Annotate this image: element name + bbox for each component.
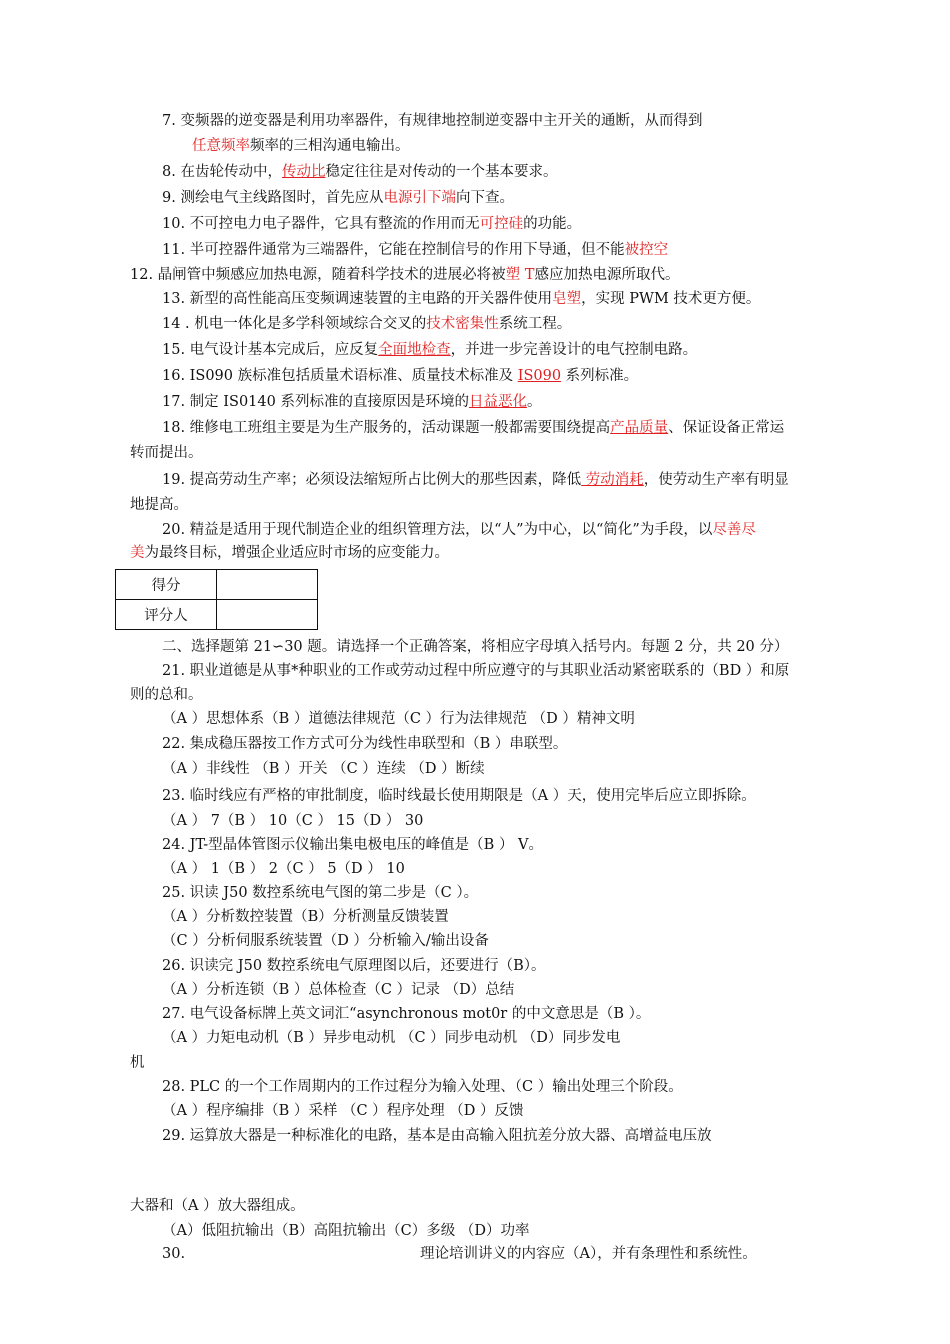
q20-answer-cont: 美 xyxy=(130,545,145,561)
q26-options: （A ）分析连锁（B ）总体检查（C ）记录 （D）总结 xyxy=(162,982,515,998)
q16-answer: IS090 xyxy=(517,368,562,384)
q21-line2: 则的总和。 xyxy=(130,687,203,703)
q13: 13. 新型的高性能高压变频调速装置的主电路的开关器件使用皂塑，实现 PWM 技术更方便。 xyxy=(162,291,761,307)
q23-options: （A ） 7（B ） 10（C ） 15（D ） 30 xyxy=(162,813,424,829)
q24-options: （A ） 1（B ） 2（C ） 5（D ） 10 xyxy=(162,861,405,877)
q29-options: （A）低阻抗输出（B）高阻抗输出（C）多级 （D）功率 xyxy=(162,1223,530,1239)
q28-options: （A ）程序编排（B ）采样 （C ）程序处理 （D ）反馈 xyxy=(162,1103,524,1119)
q11: 11. 半可控器件通常为三端器件，它能在控制信号的作用下导通，但不能被控空 xyxy=(162,242,669,258)
q10: 10. 不可控电力电子器件，它具有整流的作用而无可控硅的功能。 xyxy=(162,216,582,232)
q16: 16. IS090 族标准包括质量术语标准、质量技术标准及 IS090 系列标准。 xyxy=(162,368,639,384)
q21-line1: 21. 职业道德是从事*种职业的工作或劳动过程中所应遵守的与其职业活动紧密联系的（BD ）和原 xyxy=(162,663,790,679)
q24: 24. JT-型晶体管图示仪输出集电极电压的峰值是（B ） V。 xyxy=(162,837,544,853)
q19-answer: 劳动消耗 xyxy=(581,472,644,488)
q25-options-1: （A ）分析数控装置（B）分析测量反馈装置 xyxy=(162,909,449,925)
q18-line1: 18. 维修电工班组主要是为生产服务的，活动课题一般都需要围绕提高产品质量、保证设备正常运 xyxy=(162,420,785,436)
q18-answer: 产品质量 xyxy=(610,420,669,436)
q9-answer: 电源引下端 xyxy=(383,190,456,206)
q17-answer: 日益恶化 xyxy=(468,394,527,410)
q25: 25. 识读 J50 数控系统电气图的第二步是（C ）。 xyxy=(162,885,479,901)
q9: 9. 测绘电气主线路图时，首先应从电源引下端向下查。 xyxy=(162,190,514,206)
q23: 23. 临时线应有严格的审批制度，临时线最长使用期限是（A ）天，使用完毕后应立即拆除。 xyxy=(162,788,756,804)
q29-line2: 大器和（A ）放大器组成。 xyxy=(130,1198,305,1214)
q21-options: （A ）思想体系（B ）道德法律规范（C ）行为法律规范 （D ）精神文明 xyxy=(162,711,635,727)
q7-line1: 7. 变频器的逆变器是利用功率器件，有规律地控制逆变器中主开关的通断，从而得到 xyxy=(162,113,703,129)
q19-line1: 19. 提高劳动生产率；必须设法缩短所占比例大的那些因素，降低 劳动消耗，使劳动生产率有明显 xyxy=(162,472,789,488)
q20-line2: 美为最终目标，增强企业适应时市场的应变能力。 xyxy=(130,545,449,561)
q17: 17. 制定 IS0140 系列标准的直接原因是环境的日益恶化。 xyxy=(162,394,542,410)
q14: 14 . 机电一体化是多学科领域综合交叉的技术密集性系统工程。 xyxy=(162,316,572,332)
q18-line2: 转而提出。 xyxy=(130,445,203,461)
q27-options: （A ）力矩电动机（B ）异步电动机 （C ）同步电动机 （D）同步发电 xyxy=(162,1030,621,1046)
q19-line2: 地提高。 xyxy=(130,497,188,513)
q27-options-cont: 机 xyxy=(130,1055,145,1071)
q7-line2: 任意频率频率的三相沟通电输出。 xyxy=(192,138,410,154)
q20-answer: 尽善尽 xyxy=(712,522,756,538)
q28: 28. PLC 的一个工作周期内的工作过程分为输入处理、（C ）输出处理三个阶段。 xyxy=(162,1079,683,1095)
q29-line1: 29. 运算放大器是一种标准化的电路，基本是由高输入阻抗差分放大器、高增益电压放 xyxy=(162,1128,712,1144)
score-row xyxy=(116,570,318,600)
q7-answer: 任意频率 xyxy=(192,138,250,154)
q8-answer: 传动比 xyxy=(281,164,326,180)
q27: 27. 电气设备标牌上英文词汇“asynchronous mot0r 的中文意思是（B ）。 xyxy=(162,1006,651,1022)
q15: 15. 电气设计基本完成后，应反复全面地检查，并进一步完善设计的电气控制电路。 xyxy=(162,342,698,358)
q30-text: 理论培训讲义的内容应（A），并有条理性和系统性。 xyxy=(420,1246,757,1262)
q8: 8. 在齿轮传动中，传动比稳定往往是对传动的一个基本要求。 xyxy=(162,164,558,180)
grader-cell xyxy=(217,600,318,630)
q22-options: （A ）非线性 （B ）开关 （C ）连续 （D ）断续 xyxy=(162,761,485,777)
q25-options-2: （C ）分析伺服系统装置（D ）分析输入/输出设备 xyxy=(162,933,489,949)
q12-answer: 塑 T xyxy=(505,267,535,283)
q13-answer: 皂塑 xyxy=(552,291,582,307)
q10-answer: 可控硅 xyxy=(479,216,524,232)
q14-answer: 技术密集性 xyxy=(426,316,499,332)
q20-line1: 20. 精益是适用于现代制造企业的组织管理方法，以“人”为中心，以“简化”为手段，以尽善尽 xyxy=(162,522,756,538)
q11-answer: 被控空 xyxy=(624,242,669,258)
section2-title: 二、选择题第 21∽30 题。请选择一个正确答案，将相应字母填入括号内。每题 2 分，共 20 分） xyxy=(162,639,789,655)
grader-row xyxy=(116,600,318,630)
score-label: 得分 xyxy=(116,570,217,600)
score-cell xyxy=(217,570,318,600)
q30-number: 30. xyxy=(162,1246,186,1262)
q12: 12. 晶闸管中频感应加热电源，随着科学技术的进展必将被塑 T感应加热电源所取代。 xyxy=(130,267,680,283)
q26: 26. 识读完 J50 数控系统电气原理图以后，还要进行（B）。 xyxy=(162,958,546,974)
grader-label: 评分人 xyxy=(116,600,217,630)
score-table xyxy=(115,569,318,630)
q22: 22. 集成稳压器按工作方式可分为线性串联型和（B ）串联型。 xyxy=(162,736,568,752)
q15-answer: 全面地检查 xyxy=(378,342,451,358)
